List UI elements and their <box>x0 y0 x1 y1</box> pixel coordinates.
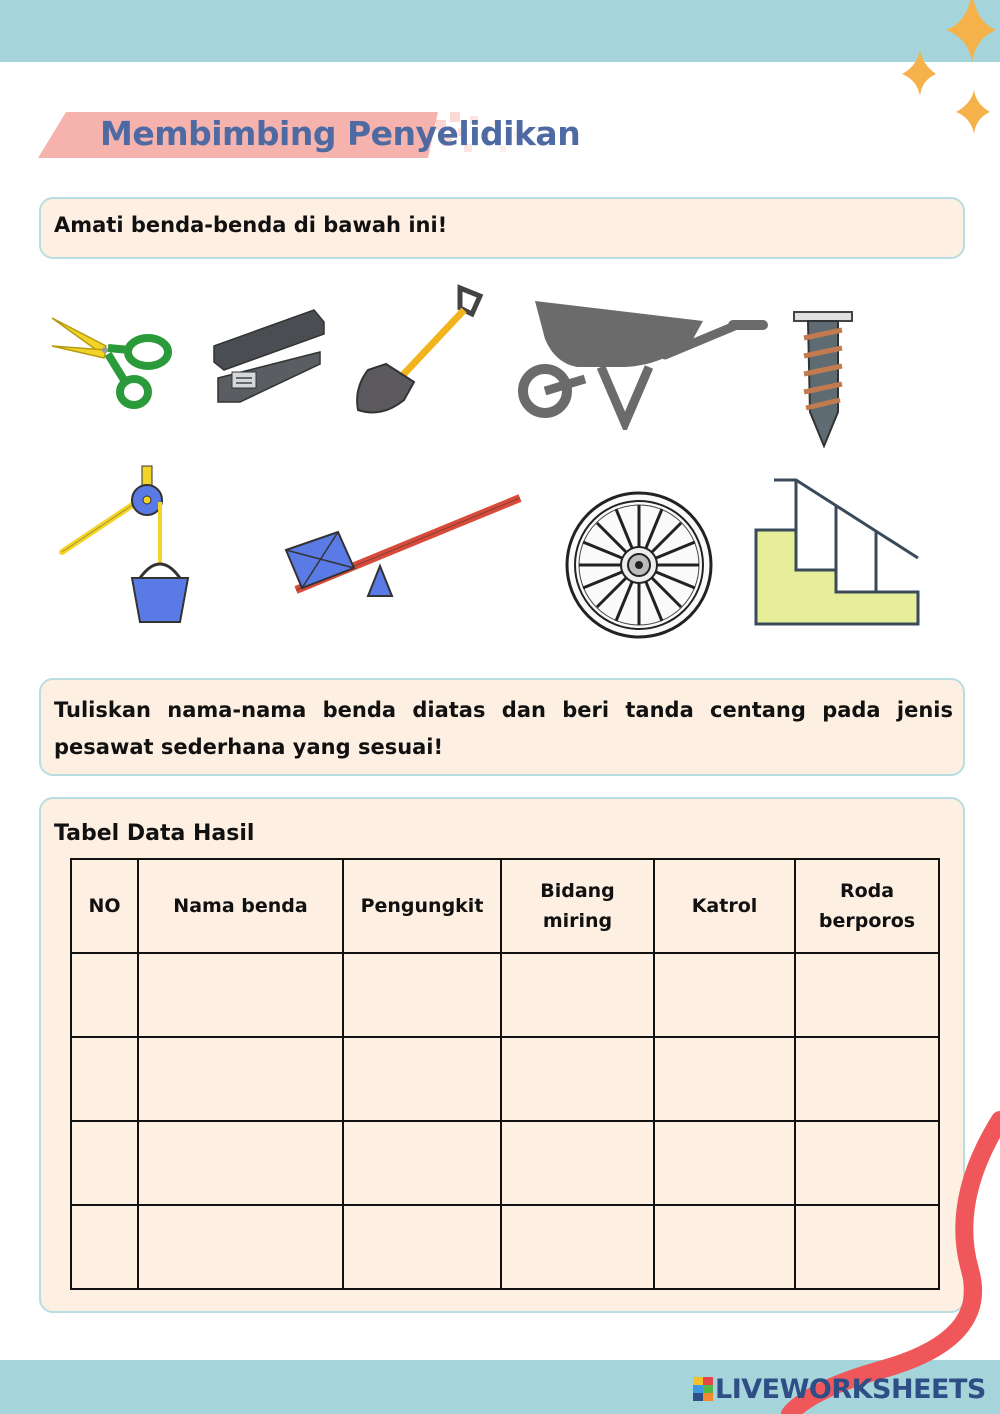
scissors-icon <box>48 310 173 410</box>
section-title <box>38 110 581 162</box>
header-nama-benda: Nama benda <box>138 859 343 953</box>
cell-pengungkit[interactable] <box>343 1205 501 1289</box>
illustration-area <box>0 270 1000 650</box>
staircase-icon <box>756 480 918 624</box>
cell-bidang-miring[interactable] <box>501 1037 654 1121</box>
cell-no[interactable] <box>71 1121 138 1205</box>
table-row <box>71 953 939 1037</box>
instruction-box-write <box>39 678 965 776</box>
header-katrol: Katrol <box>654 859 795 953</box>
sparkle-icon <box>890 0 1000 140</box>
pulley-bucket-icon <box>62 466 188 622</box>
header-no: NO <box>71 859 138 953</box>
cell-nama-benda[interactable] <box>138 1205 343 1289</box>
cell-bidang-miring[interactable] <box>501 1121 654 1205</box>
cell-nama-benda[interactable] <box>138 1121 343 1205</box>
liveworksheets-mark-icon <box>693 1377 713 1401</box>
instruction-observe: Amati benda-benda di bawah ini! <box>54 213 448 237</box>
liveworksheets-logo[interactable] <box>693 1373 986 1405</box>
screw-icon <box>794 312 852 446</box>
instruction-box-observe <box>39 197 965 259</box>
table-title: Tabel Data Hasil <box>54 821 255 846</box>
wheel-icon <box>567 493 711 637</box>
cell-pengungkit[interactable] <box>343 1121 501 1205</box>
wheelbarrow-icon <box>523 301 763 423</box>
cell-bidang-miring[interactable] <box>501 953 654 1037</box>
stapler-icon <box>214 310 324 402</box>
cell-roda-berporos[interactable] <box>795 953 939 1037</box>
brand-name: LIVEWORKSHEETS <box>715 1373 986 1405</box>
cell-katrol[interactable] <box>654 953 795 1037</box>
header-roda-berporos: Roda berporos <box>795 859 939 953</box>
header-pengungkit: Pengungkit <box>343 859 501 953</box>
cell-bidang-miring[interactable] <box>501 1205 654 1289</box>
cell-no[interactable] <box>71 1205 138 1289</box>
shovel-icon <box>357 288 480 412</box>
cell-pengungkit[interactable] <box>343 1037 501 1121</box>
cell-nama-benda[interactable] <box>138 1037 343 1121</box>
cell-pengungkit[interactable] <box>343 953 501 1037</box>
instruction-write: Tuliskan nama-nama benda diatas dan beri tanda centang pada jenis pesawat sederhana yang sesuai! <box>54 698 953 759</box>
cell-nama-benda[interactable] <box>138 953 343 1037</box>
table-header-row <box>71 859 939 953</box>
header-bidang-miring: Bidang miring <box>501 859 654 953</box>
page-title: Membimbing Penyelidikan <box>100 114 581 153</box>
cell-no[interactable] <box>71 953 138 1037</box>
top-band <box>0 0 1000 62</box>
cell-no[interactable] <box>71 1037 138 1121</box>
seesaw-lever-icon <box>286 498 520 596</box>
ribbon-decoration <box>700 1080 1000 1414</box>
